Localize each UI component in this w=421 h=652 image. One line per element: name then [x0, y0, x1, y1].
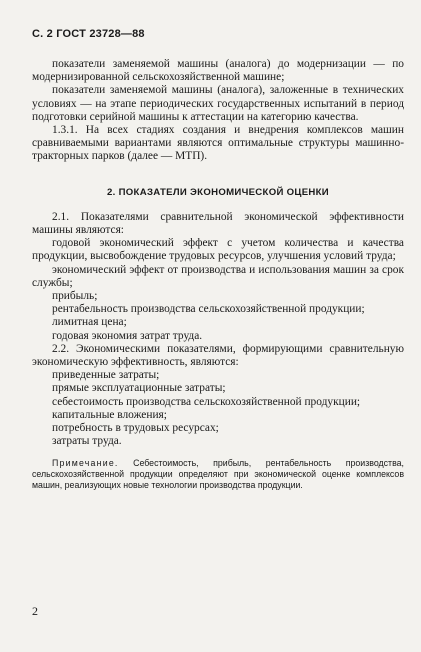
paragraph: показатели заменяемой машины (аналога) до модернизации — по модернизированной сельскохозяйственной машине; — [32, 58, 404, 84]
list-item: лимитная цена; — [52, 316, 127, 329]
list-item: приведенные затраты; — [52, 369, 160, 382]
paragraph: 1.3.1. На всех стадиях создания и внедрения комплексов машин сравниваемыми вариантами являются оптимальные структуры машинно-тракторных парков (далее — МТП). — [32, 124, 404, 163]
section-title: 2. ПОКАЗАТЕЛИ ЭКОНОМИЧЕСКОЙ ОЦЕНКИ — [107, 186, 329, 198]
page-number: 2 — [32, 604, 38, 618]
list-item: затраты труда. — [52, 435, 122, 448]
list-item: рентабельность производства сельскохозяйственной продукции; — [52, 303, 365, 316]
page-header: С. 2 ГОСТ 23728—88 — [32, 28, 145, 40]
paragraph: показатели заменяемой машины (аналога), заложенные в технических условиях — на этапе периодических государственных испытаний в период подготовки серийной машины к аттестации на категорию качества. — [32, 84, 404, 123]
list-item: годовой экономический эффект с учетом количества и качества продукции, высвобождение трудовых ресурсов, улучшения условий труда; — [32, 237, 404, 263]
note-text: Себестоимость, прибыль, рентабельность производства, сельскохозяйственной продукции определяют при экономической оценке комплексов машин, реализующих новые технологии производства продукции. — [32, 458, 404, 491]
list-item: годовая экономия затрат труда. — [52, 329, 203, 342]
list-item: потребность в трудовых ресурсах; — [52, 422, 219, 435]
list-item: экономический эффект от производства и использования машин за срок службы; — [32, 263, 404, 289]
list-item: прямые эксплуатационные затраты; — [52, 382, 226, 395]
paragraph: 2.1. Показателями сравнительной экономической эффективности машины являются: — [32, 210, 404, 237]
document-body — [32, 58, 404, 491]
note-label: Примечание. — [52, 458, 119, 469]
list-item: прибыль; — [52, 290, 98, 303]
note — [32, 458, 404, 491]
list-item: капитальные вложения; — [52, 408, 167, 421]
list-item: себестоимость производства сельскохозяйственной продукции; — [52, 395, 361, 408]
paragraph: 2.2. Экономическими показателями, формирующими сравнительную экономическую эффективность, являются: — [32, 342, 404, 369]
